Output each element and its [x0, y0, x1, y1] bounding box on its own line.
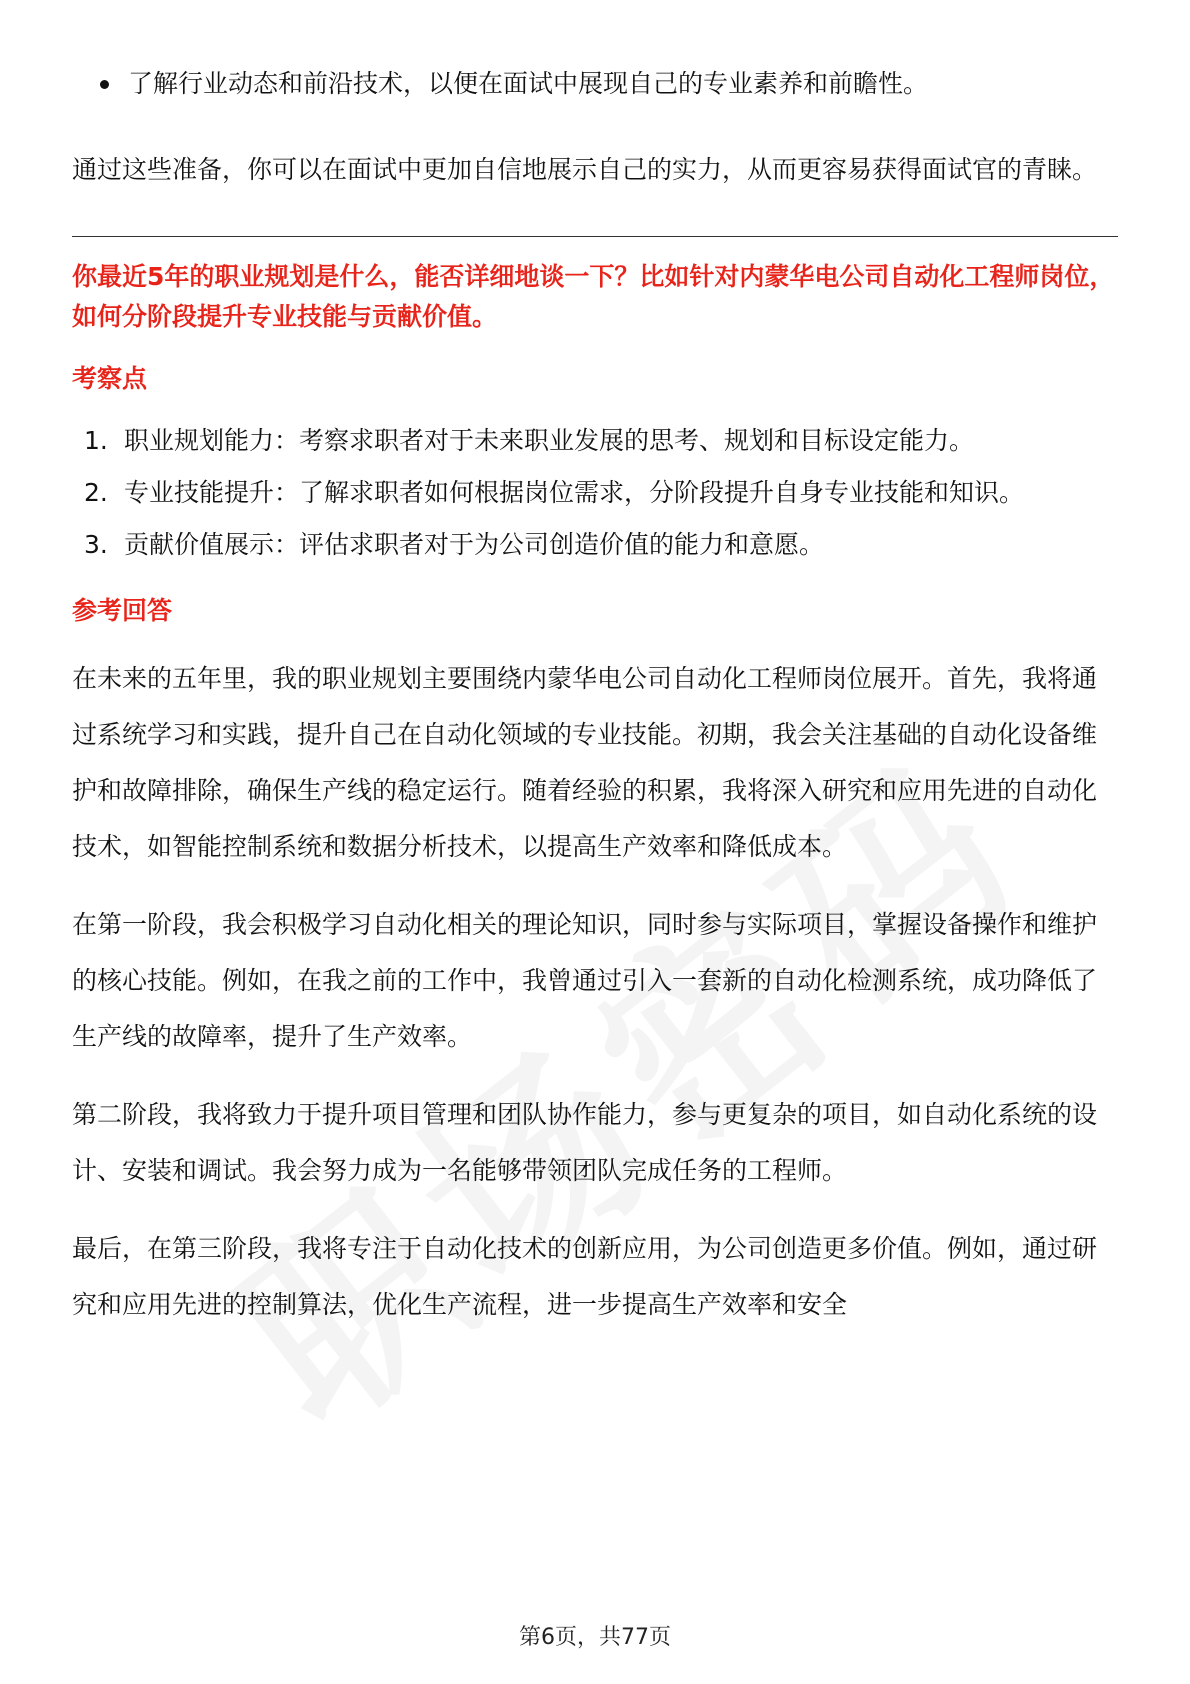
bullet-dot-icon — [100, 80, 109, 89]
answer-paragraph: 第二阶段，我将致力于提升项目管理和团队协作能力，参与更复杂的项目，如自动化系统的设计、安装和调试。我会努力成为一名能够带领团队完成任务的工程师。 — [72, 1100, 1098, 1185]
section-divider — [72, 236, 1118, 237]
exam-point-item — [72, 467, 1118, 519]
exam-point-number: 1. — [84, 426, 108, 455]
exam-point-item — [72, 415, 1118, 467]
exam-points-list — [72, 415, 1118, 571]
exam-point-number: 2. — [84, 478, 108, 507]
exam-point-text: 专业技能提升：了解求职者如何根据岗位需求，分阶段提升自身专业技能和知识。 — [124, 478, 1025, 507]
interview-question: 你最近5年的职业规划是什么，能否详细地谈一下？比如针对内蒙华电公司自动化工程师岗位，如何分阶段提升专业技能与贡献价值。 — [72, 262, 1115, 331]
exam-point-text: 贡献价值展示：评估求职者对于为公司创造价值的能力和意愿。 — [124, 530, 825, 559]
answer-paragraph: 最后，在第三阶段，我将专注于自动化技术的创新应用，为公司创造更多价值。例如，通过研究和应用先进的控制算法，优化生产流程，进一步提高生产效率和安全 — [72, 1234, 1098, 1319]
page-content — [72, 56, 1118, 1333]
page-number-footer: 第6页，共77页 — [519, 1625, 671, 1650]
exam-points-heading: 考察点 — [72, 364, 148, 393]
bullet-text: 了解行业动态和前沿技术，以便在面试中展现自己的专业素养和前瞻性。 — [128, 69, 929, 98]
answer-paragraph: 在第一阶段，我会积极学习自动化相关的理论知识，同时参与实际项目，掌握设备操作和维护的核心技能。例如，在我之前的工作中，我曾通过引入一套新的自动化检测系统，成功降低了生产线的故障率，提升了生产效率。 — [72, 910, 1098, 1051]
intro-paragraph: 通过这些准备，你可以在面试中更加自信地展示自己的实力，从而更容易获得面试官的青睐。 — [72, 155, 1098, 184]
answer-paragraph: 在未来的五年里，我的职业规划主要围绕内蒙华电公司自动化工程师岗位展开。首先，我将通过系统学习和实践，提升自己在自动化领域的专业技能。初期，我会关注基础的自动化设备维护和故障排除，确保生产线的稳定运行。随着经验的积累，我将深入研究和应用先进的自动化技术，如智能控制系统和数据分析技术，以提高生产效率和降低成本。 — [72, 664, 1098, 861]
exam-point-text: 职业规划能力：考察求职者对于未来职业发展的思考、规划和目标设定能力。 — [124, 426, 975, 455]
bullet-list-item — [72, 56, 1118, 112]
exam-point-number: 3. — [84, 530, 108, 559]
answer-heading: 参考回答 — [72, 596, 173, 625]
exam-point-item — [72, 519, 1118, 571]
